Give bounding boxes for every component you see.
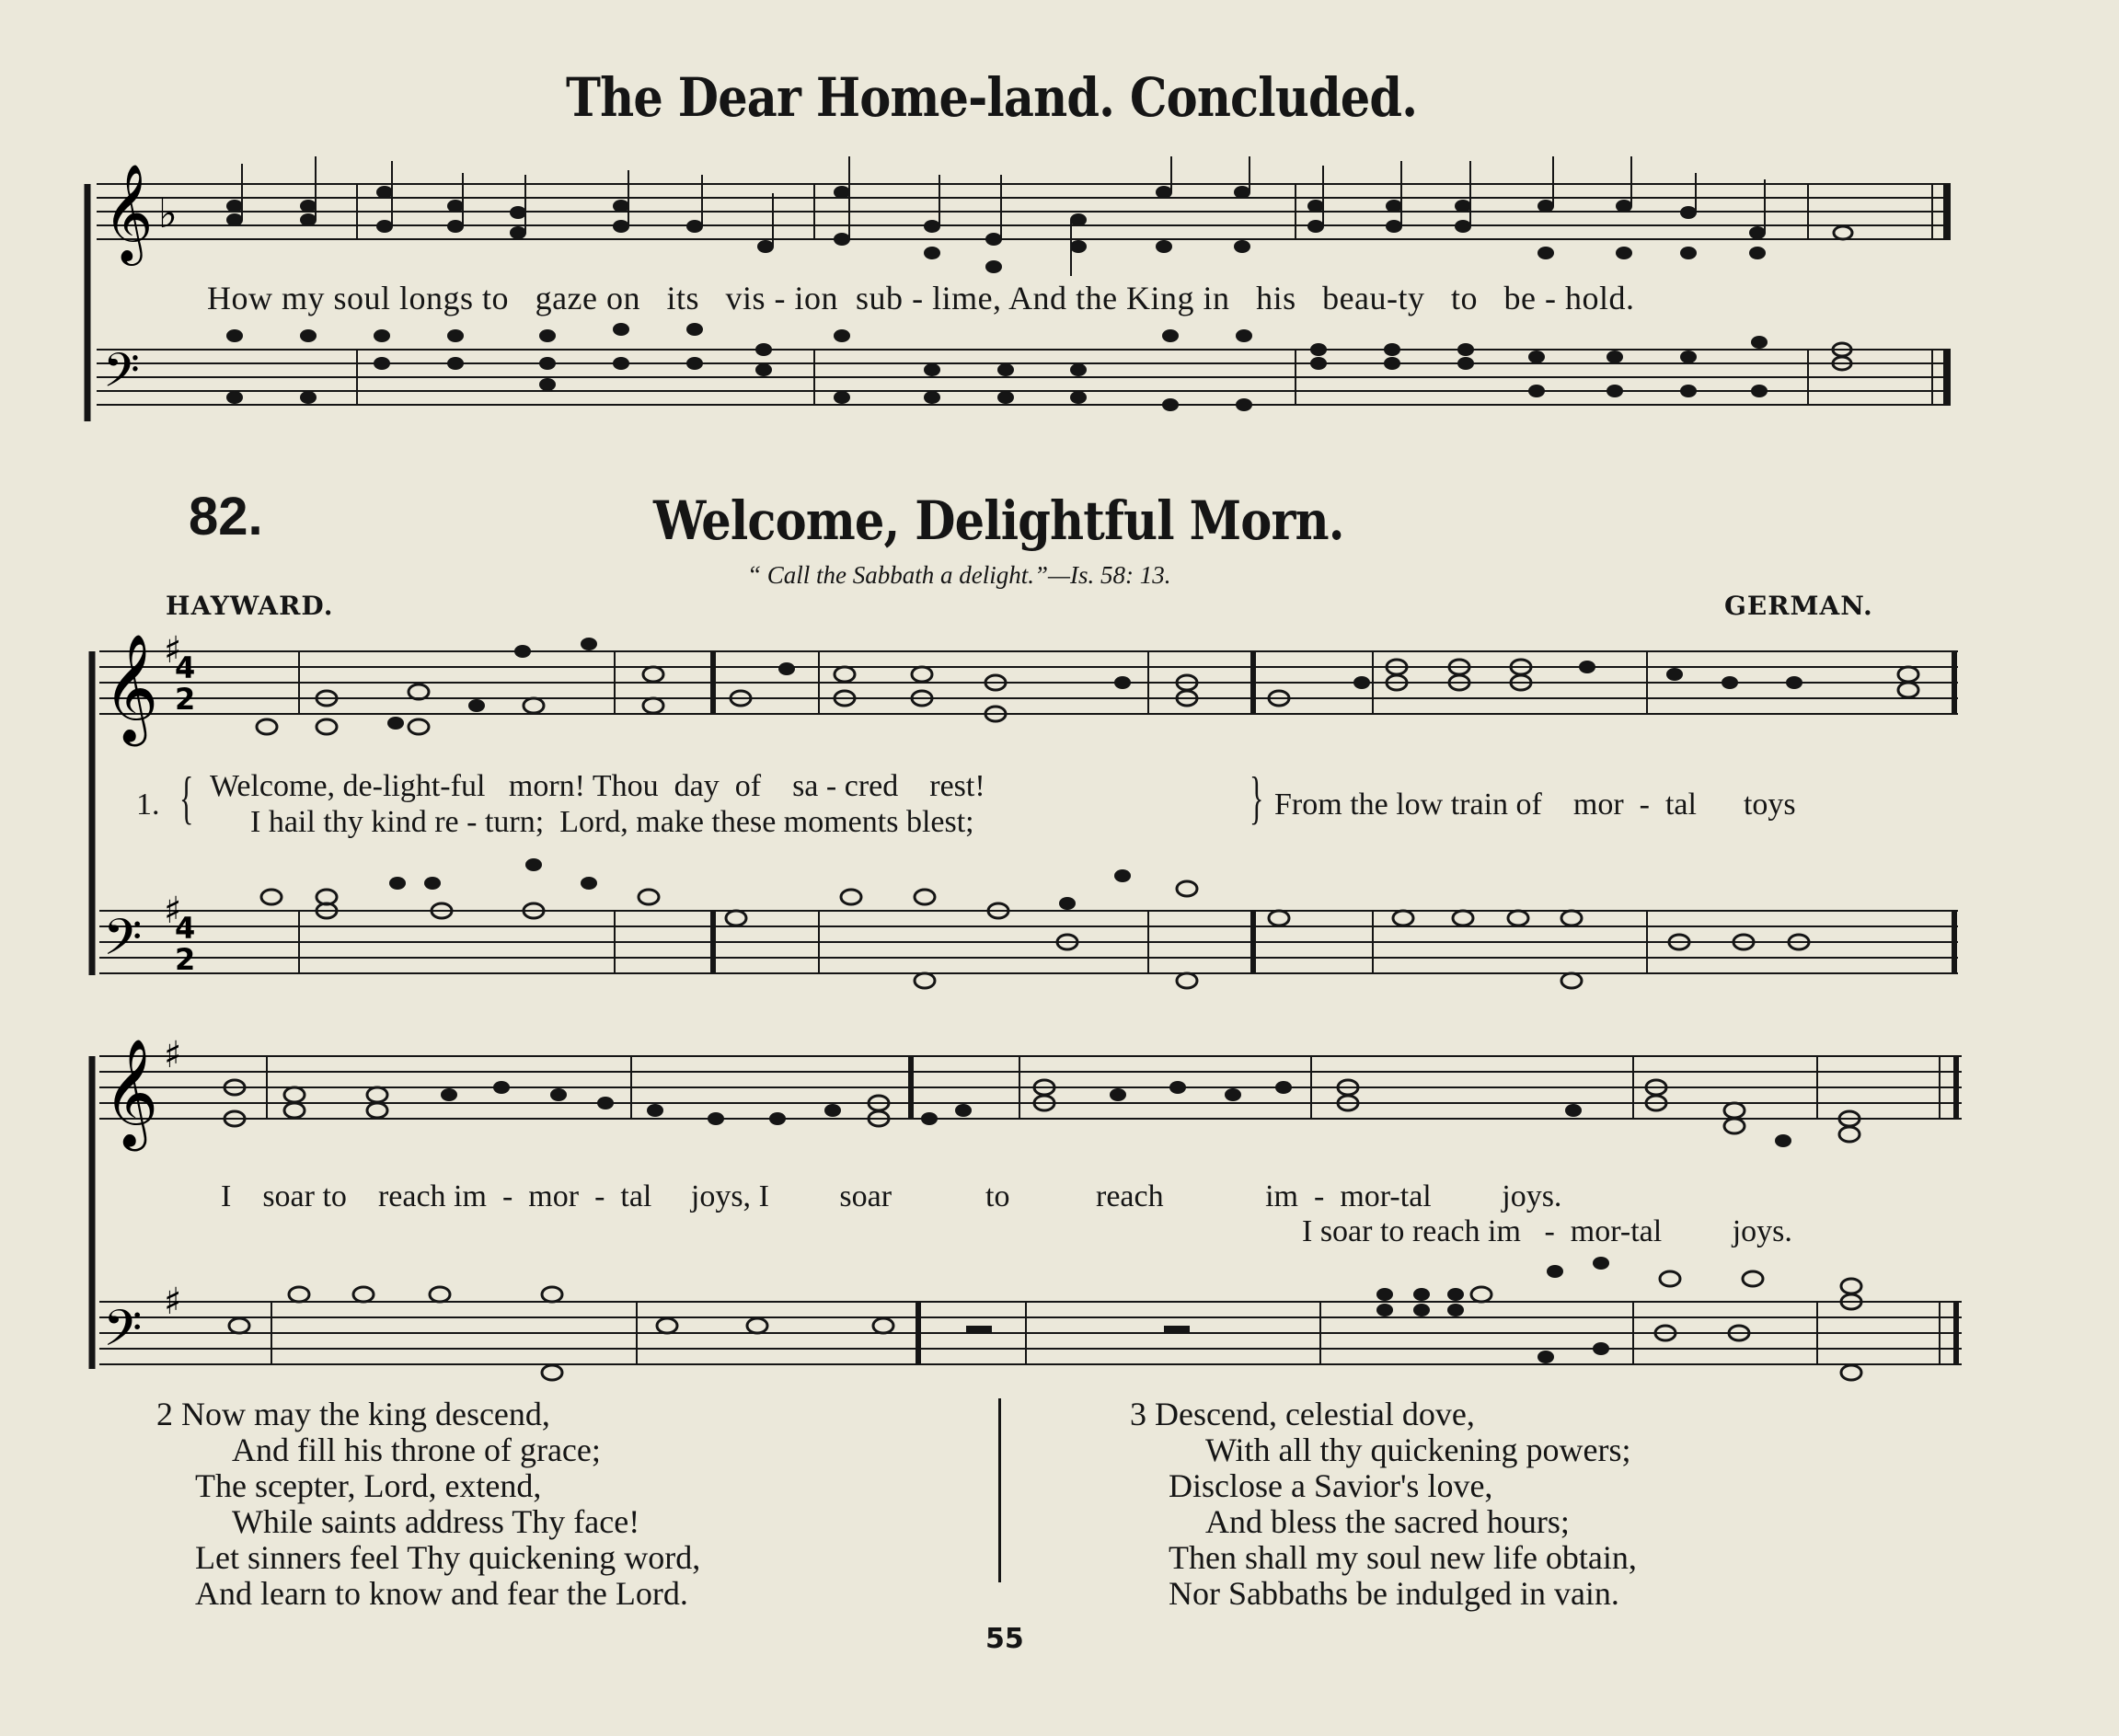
treble-clef-icon: 𝄞 bbox=[103, 633, 159, 742]
composer-right: GERMAN. bbox=[1724, 591, 1873, 621]
time-sig-bottom: 2 bbox=[175, 682, 196, 717]
column-divider bbox=[998, 1398, 1001, 1582]
verse1-line1: Welcome, de-light-ful morn! Thou day of sa - cred rest! bbox=[210, 769, 985, 803]
top-song-title: The Dear Home-land. Concluded. bbox=[566, 66, 1418, 129]
key-flat: ♭ bbox=[158, 190, 178, 237]
hymn-bass-filled-notes-2 bbox=[1376, 1257, 1609, 1363]
bass-clef-icon: 𝄢 bbox=[103, 1299, 143, 1370]
system3-lyrics-line1: I soar to reach im - mor - tal joys, I soar to reach im - mor-tal joys. bbox=[221, 1179, 1562, 1213]
bass-clef-icon: 𝄢 bbox=[103, 342, 140, 409]
composer-left: HAYWARD. bbox=[166, 591, 334, 621]
brace-right-icon: } bbox=[1250, 765, 1264, 830]
key-sharp: ♯ bbox=[164, 1281, 182, 1323]
time-sig-top: 4 bbox=[175, 650, 196, 685]
hymn-treble-filled-notes-2 bbox=[441, 1081, 1791, 1147]
time-sig-top: 4 bbox=[175, 911, 196, 946]
bass-clef-icon: 𝄢 bbox=[103, 908, 143, 979]
hymn-bass-staff-2 bbox=[99, 1302, 1962, 1364]
treble-clef-icon: 𝄞 bbox=[103, 1038, 159, 1147]
half-rest-icon bbox=[966, 1326, 992, 1334]
key-sharp: ♯ bbox=[164, 890, 182, 932]
system3-lyrics-line2: I soar to reach im - mor-tal joys. bbox=[1302, 1214, 1792, 1248]
page-number: 55 bbox=[985, 1623, 1024, 1655]
verse2-block: 2 Now may the king descend, And fill his throne of grace; The scepter, Lord, extend, While saints address Thy face! Let sinners feel Thy quickening word, And learn to know and fear the Lord. bbox=[156, 1396, 701, 1612]
verse1-after: From the low train of mor - tal toys bbox=[1274, 788, 1796, 822]
top-lyrics-line: How my soul longs to gaze on its vis - ion sub - lime, And the King in his beau-ty to be - hold. bbox=[207, 280, 1635, 316]
verse3-block: 3 Descend, celestial dove, With all thy quickening powers; Disclose a Savior's love, And bless the sacred hours; Then shall my soul new life obtain, Nor Sabbaths be indulged in vain. bbox=[1130, 1396, 1637, 1612]
verse1-line2: I hail thy kind re - turn; Lord, make these moments blest; bbox=[250, 805, 974, 839]
verse1-number: 1. bbox=[136, 788, 160, 822]
key-sharp: ♯ bbox=[164, 629, 182, 672]
treble-clef-icon: 𝄞 bbox=[103, 163, 154, 261]
epigraph: “ Call the Sabbath a delight.”—Is. 58: 13. bbox=[747, 561, 1171, 589]
whole-rest-icon bbox=[1164, 1326, 1190, 1334]
brace-left-icon: { bbox=[179, 765, 194, 830]
hymn-title: Welcome, Delightful Morn. bbox=[653, 489, 1344, 552]
hymn-treble-notes-2 bbox=[225, 1080, 1860, 1142]
time-sig-bottom: 2 bbox=[175, 942, 196, 977]
key-sharp: ♯ bbox=[164, 1034, 182, 1076]
hymn-number: 82. bbox=[189, 487, 263, 546]
